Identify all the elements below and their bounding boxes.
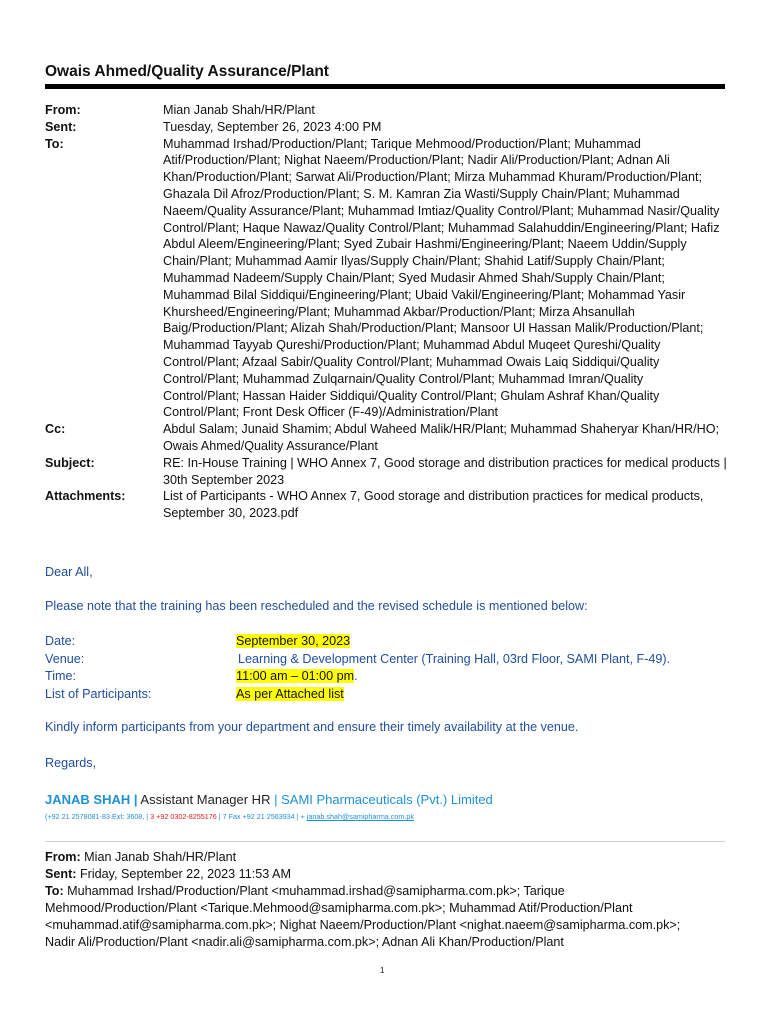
subject-label: Subject: [45,455,95,470]
prev-to-line: <muhammad.atif@samipharma.com.pk>; Nighat Naeem/Production/Plant <nighat.naeem@samipharma.com.pk>; [45,918,681,932]
to-line: Atif/Production/Plant; Nighat Naeem/Production/Plant; Nadir Ali/Production/Plant; Adnan Ali [163,153,670,168]
to-line: Control/Plant; Front Desk Officer (F-49)/Administration/Plant [163,405,499,420]
prev-to-line: Muhammad Irshad/Production/Plant <muhammad.irshad@samipharma.com.pk>; Tarique [63,884,565,898]
attachment-line: List of Participants - WHO Annex 7, Good storage and distribution practices for medical products, [163,489,704,504]
sent-value: Tuesday, September 26, 2023 4:00 PM [163,119,382,134]
prev-sent-row [45,866,735,883]
to-line: Muhammad Nadeem/Supply Chain/Plant; Syed Mudasir Ahmed Shah/Supply Chain/Plant; [163,270,665,285]
from-value: Mian Janab Shah/HR/Plant [163,103,315,117]
email-body-lower [45,719,735,772]
signature-title: Assistant Manager HR [140,792,271,807]
subject-row [45,455,730,489]
cc-row [45,421,730,455]
to-line: Naeem/Quality Assurance/Plant; Muhammad Imtiaz/Quality Control/Plant; Muhammad Nasir/Quality [163,203,720,218]
cc-line: Abdul Salam; Junaid Shamim; Abdul Waheed Malik/HR/Plant; Muhammad Shaheryar Khan/HR/HO; [163,422,720,437]
request-text: Kindly inform participants from your department and ensure their timely availability at the venue. [45,720,579,734]
schedule-label: List of Participants: [45,686,152,701]
prev-from-row [45,849,735,866]
schedule-row-date [45,633,670,651]
schedule-table [45,633,670,703]
signature-separator: | [133,792,138,807]
to-line: Baig/Production/Plant; Alizah Shah/Production/Plant; Mansoor Ul Hassan Malik/Production/Plant; [163,321,704,336]
schedule-row-venue [45,651,670,669]
prev-to-line: Mehmood/Production/Plant <Tarique.Mehmood@samipharma.com.pk>; Muhammad Atif/Production/Plant [45,901,633,915]
schedule-label: Venue: [45,651,85,666]
contact-phone: (+92 21 2578081-83 Ext: 3608, | [45,812,151,821]
to-line: Control/Plant; Afzaal Sabir/Quality Control/Plant; Muhammad Owais Laiq Siddiqui/Quality [163,354,660,369]
schedule-label: Date: [45,634,76,648]
schedule-label: Time: [45,669,77,684]
sent-row [45,119,730,136]
schedule-value-time: 11:00 am – 01:00 pm [236,669,355,684]
to-line: Muhammad Bilal Siddiqui/Engineering/Plant; Ubaid Vakil/Engineering/Plant; Mohammad Yasir [163,287,686,302]
email-signature [45,792,493,807]
prev-to-label: To: [45,884,64,898]
schedule-value-date: September 30, 2023 [236,634,351,648]
cc-line: Owais Ahmed/Quality Assurance/Plant [163,438,378,453]
subject-line: RE: In-House Training | WHO Annex 7, Good storage and distribution practices for medical products | [163,455,727,470]
schedule-value-participants: As per Attached list [236,686,344,701]
previous-message-header [45,849,735,951]
schedule-value-venue: Learning & Development Center (Training Hall, 03rd Floor, SAMI Plant, F-49). [238,651,671,666]
closing-text: Regards, [45,756,97,770]
to-line: Khan/Production/Plant; Sarwat Ali/Production/Plant; Mirza Muhammad Khuram/Production/Plant; [163,170,703,185]
to-row [45,136,730,422]
greeting: Dear All, [45,565,93,579]
to-line: Control/Plant; Muhammad Zulqarnain/Quality Control/Plant; Muhammad Imran/Quality [163,371,644,386]
mobile-icon: 3 [150,812,155,821]
contact-fax: | 7 Fax +92 21 2563934 | + [216,812,307,821]
sent-label: Sent: [45,119,77,134]
prev-sent-value: Friday, September 22, 2023 11:53 AM [76,867,291,881]
signature-company: SAMI Pharmaceuticals (Pvt.) Limited [281,792,493,807]
signature-name: JANAB SHAH [45,792,131,807]
from-label: From: [45,103,81,117]
attachments-row [45,488,730,522]
schedule-row-participants [45,686,670,704]
schedule-time-suffix: . [354,669,358,684]
prev-to-line: Nadir Ali/Production/Plant <nadir.ali@samipharma.com.pk>; Adnan Ali Khan/Production/Plant [45,935,564,949]
to-line: Khursheed/Engineering/Plant; Muhammad Akbar/Production/Plant; Mirza Ahsanullah [163,304,635,319]
to-line: Abdul Aleem/Engineering/Plant; Syed Zubair Hashmi/Engineering/Plant; Naeem Uddin/Supply [163,237,687,252]
schedule-row-time [45,668,670,686]
prev-sent-label: Sent: [45,867,77,881]
to-line: Ghazala Dil Afroz/Production/Plant; S. M. Kamran Zia Wasti/Supply Chain/Plant; Muhammad [163,186,680,201]
from-row [45,102,730,119]
contact-email-link[interactable]: janab.shah@samipharma.com.pk [306,812,414,821]
to-line: Control/Plant; Hassan Haider Siddiqui/Quality Control/Plant; Ghulam Ashraf Khan/Quality [163,388,660,403]
subject-value [163,455,730,489]
prev-from-label: From: [45,850,81,864]
to-line: Muhammad Tayyab Qureshi/Production/Plant; Muhammad Abdul Muqeet Qureshi/Quality [163,338,661,353]
attachment-name[interactable] [163,488,730,522]
to-line: Chain/Plant; Muhammad Aamir Ilyas/Supply Chain/Plant; Shahid Latif/Supply Chain/Plant; [163,254,665,269]
signature-separator-2: | [274,792,278,807]
attachments-label: Attachments: [45,489,126,504]
contact-mobile: +92 0302-8255176 [154,812,217,821]
page-number: 1 [380,966,385,975]
thread-divider [45,841,725,842]
attachment-line: September 30, 2023.pdf [163,506,299,521]
signature-contact-line [45,812,414,821]
prev-from-value: Mian Janab Shah/HR/Plant [80,850,237,864]
mailbox-owner-header: Owais Ahmed/Quality Assurance/Plant [45,63,329,80]
cc-label: Cc: [45,422,66,437]
intro-text: Please note that the training has been rescheduled and the revised schedule is mentioned below: [45,599,588,613]
to-line: Control/Plant; Haque Nawaz/Quality Control/Plant; Muhammad Salahuddin/Engineering/Plant; Hafiz [163,220,720,235]
header-rule [45,84,725,89]
email-header-block [45,102,730,522]
to-line: Muhammad Irshad/Production/Plant; Tarique Mehmood/Production/Plant; Muhammad [163,136,641,151]
email-body [45,564,735,615]
subject-line: 30th September 2023 [163,472,285,487]
to-label: To: [45,136,64,151]
prev-to-row [45,883,735,900]
to-recipients [163,136,730,422]
cc-recipients [163,421,730,455]
